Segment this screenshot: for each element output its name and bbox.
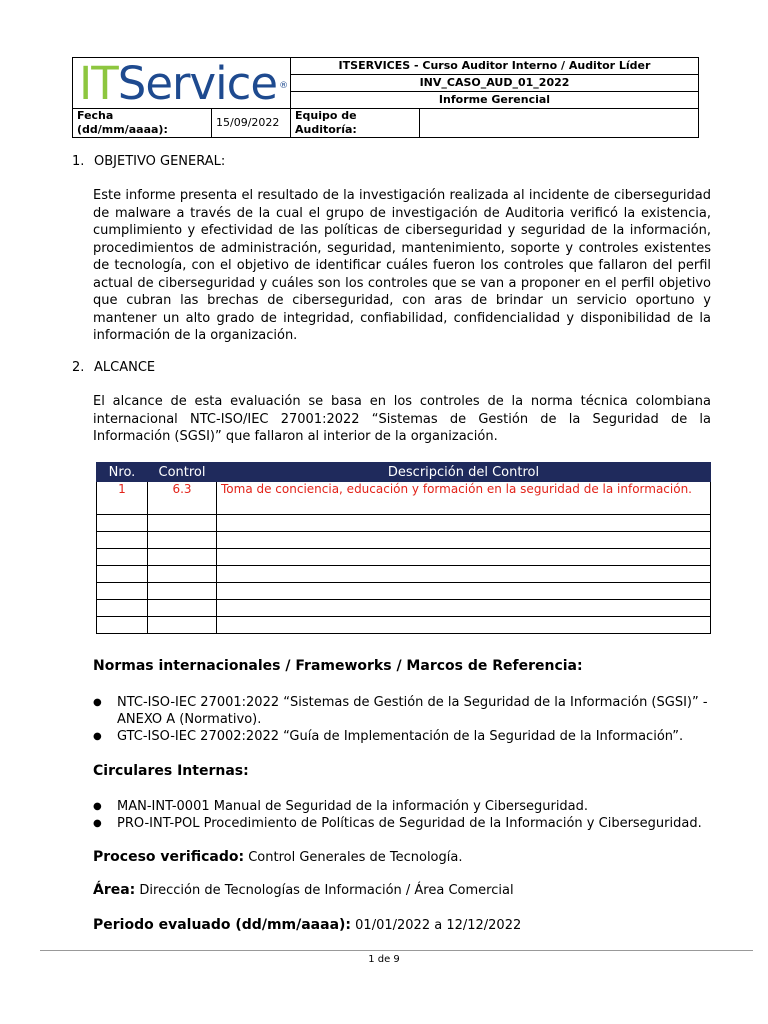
document-header <box>72 57 699 138</box>
list-item: ● MAN-INT-0001 Manual de Seguridad de la información y Ciberseguridad. <box>93 799 589 814</box>
cell-nro: 1 <box>97 482 148 515</box>
area: Área: Dirección de Tecnologías de Información / Área Comercial <box>93 882 514 898</box>
list-item: ● PRO-INT-POL Procedimiento de Políticas de Seguridad de la Información y Ciberseguridad. <box>93 816 702 831</box>
document-title: Informe Gerencial <box>291 92 699 109</box>
periodo-evaluado: Periodo evaluado (dd/mm/aaaa): 01/01/2022 a 12/12/2022 <box>93 917 522 933</box>
header-descripcion: Descripción del Control <box>217 463 711 482</box>
team-value <box>420 109 699 138</box>
table-row <box>97 583 711 600</box>
page-number: 1 de 9 <box>368 954 400 965</box>
table-row <box>97 532 711 549</box>
cell-descripcion: Toma de conciencia, educación y formación en la seguridad de la información. <box>217 482 711 515</box>
table-header-row <box>97 463 711 482</box>
table-row <box>97 482 711 515</box>
bullet-icon: ● <box>93 697 102 708</box>
header-nro: Nro. <box>97 463 148 482</box>
table-row <box>97 549 711 566</box>
table-row <box>97 515 711 532</box>
section-2-body: El alcance de esta evaluación se basa en los controles de la norma técnica colombiana internacional NTC-ISO/IEC 27001:2022 “Sistemas de Gestión de la Seguridad de la Información (SGSI)” que fallaron al interior de la organización. <box>93 394 711 444</box>
controls-table <box>96 462 711 634</box>
table-row <box>97 600 711 617</box>
table-row <box>97 566 711 583</box>
course-line: ITSERVICES - Curso Auditor Interno / Auditor Líder <box>291 58 699 75</box>
circulares-heading: Circulares Internas: <box>93 763 249 779</box>
logo-cell <box>73 58 291 109</box>
table-row <box>97 617 711 634</box>
list-item: ● GTC-ISO-IEC 27002:2022 “Guía de Implementación de la Seguridad de la Información”. <box>93 729 684 744</box>
document-code: INV_CASO_AUD_01_2022 <box>291 75 699 92</box>
section-2-heading: 2. ALCANCE <box>72 360 156 375</box>
section-1-body: Este informe presenta el resultado de la investigación realizada al incidente de ciberseguridad de malware a través de la cual el grupo de investigación de Auditoria verificó la existencia, cumplimiento y efectividad de las políticas de ciberseguridad y seguridad de la información, procedimientos de administración, seguridad, mantenimiento, soporte y controles existentes de tecnología, con el objetivo de identificar cuáles fueron los controles que fallaron del perfil actual de ciberseguridad y cuáles son los controles que se van a proponer en el perfil objetivo que cubran las brechas de ciberseguridad, con aras de brindar un servicio oportuno y mantener un alto grado de integridad, confiabilidad, confidencialidad y disponibilidad de la información de la organización. <box>93 188 711 343</box>
footer-divider <box>40 950 753 951</box>
cell-control: 6.3 <box>148 482 217 515</box>
bullet-icon: ● <box>93 818 102 829</box>
date-label: Fecha (dd/mm/aaaa): <box>73 109 212 138</box>
list-item: ● NTC-ISO-IEC 27001:2022 “Sistemas de Gestión de la Seguridad de la Información (SGSI)” - ANEXO A (Normativo). <box>93 695 708 727</box>
section-1-heading: 1. OBJETIVO GENERAL: <box>72 154 226 169</box>
bullet-icon: ● <box>93 801 102 812</box>
date-value: 15/09/2022 <box>212 109 291 138</box>
header-control: Control <box>148 463 217 482</box>
itservice-logo: ITService ® <box>79 57 288 110</box>
team-label: Equipo de Auditoría: <box>291 109 420 138</box>
proceso-verificado: Proceso verificado: Control Generales de Tecnología. <box>93 849 463 865</box>
normas-heading: Normas internacionales / Frameworks / Marcos de Referencia: <box>93 658 583 674</box>
bullet-icon: ● <box>93 731 102 742</box>
